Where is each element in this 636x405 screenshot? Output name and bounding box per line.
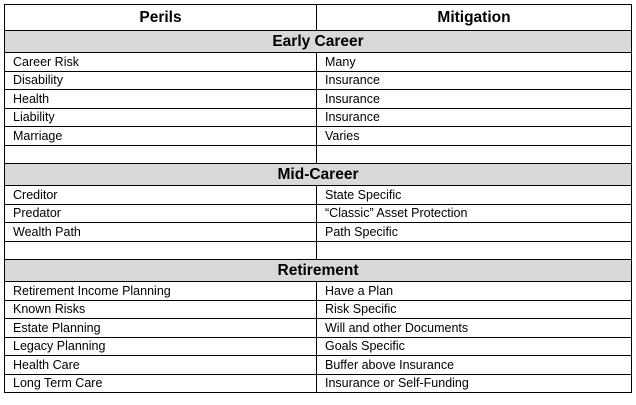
peril-cell: Legacy Planning: [5, 337, 317, 356]
blank-row: [5, 145, 632, 164]
peril-cell: Creditor: [5, 186, 317, 205]
mitigation-cell: Many: [317, 53, 632, 72]
table-row: [5, 186, 632, 205]
mitigation-cell: Buffer above Insurance: [317, 356, 632, 375]
table-row: [5, 204, 632, 223]
table-row: [5, 337, 632, 356]
table-row: [5, 71, 632, 90]
peril-cell: Health: [5, 90, 317, 109]
mitigation-cell: State Specific: [317, 186, 632, 205]
mitigation-cell: Insurance: [317, 71, 632, 90]
section-header-row: [5, 164, 632, 186]
mitigation-cell: Varies: [317, 127, 632, 146]
table-row: [5, 356, 632, 375]
table-row: [5, 53, 632, 72]
header-row: [5, 5, 632, 31]
peril-cell: Retirement Income Planning: [5, 282, 317, 301]
peril-cell: Disability: [5, 71, 317, 90]
mitigation-cell: Path Specific: [317, 223, 632, 242]
table-row: [5, 282, 632, 301]
section-header-row: [5, 31, 632, 53]
table-row: [5, 108, 632, 127]
peril-cell: Career Risk: [5, 53, 317, 72]
blank-row: [5, 241, 632, 260]
peril-cell: Wealth Path: [5, 223, 317, 242]
peril-cell: Predator: [5, 204, 317, 223]
mitigation-cell: Have a Plan: [317, 282, 632, 301]
peril-cell: Liability: [5, 108, 317, 127]
table-row: [5, 300, 632, 319]
mitigation-cell: Insurance: [317, 108, 632, 127]
peril-cell: Known Risks: [5, 300, 317, 319]
mitigation-cell: Insurance: [317, 90, 632, 109]
mitigation-column-header: Mitigation: [317, 5, 632, 31]
mitigation-cell: Insurance or Self-Funding: [317, 374, 632, 393]
perils-mitigation-table: [4, 4, 632, 393]
blank-cell: [5, 145, 317, 164]
section-title: Retirement: [5, 260, 632, 282]
section-title: Early Career: [5, 31, 632, 53]
peril-cell: Marriage: [5, 127, 317, 146]
section-title: Mid-Career: [5, 164, 632, 186]
blank-cell: [317, 145, 632, 164]
table-row: [5, 127, 632, 146]
table-row: [5, 90, 632, 109]
table-row: [5, 223, 632, 242]
mitigation-cell: Goals Specific: [317, 337, 632, 356]
table-body: [5, 31, 632, 393]
peril-cell: Long Term Care: [5, 374, 317, 393]
blank-cell: [5, 241, 317, 260]
mitigation-cell: Will and other Documents: [317, 319, 632, 338]
mitigation-cell: Risk Specific: [317, 300, 632, 319]
peril-cell: Estate Planning: [5, 319, 317, 338]
mitigation-cell: “Classic” Asset Protection: [317, 204, 632, 223]
perils-column-header: Perils: [5, 5, 317, 31]
blank-cell: [317, 241, 632, 260]
peril-cell: Health Care: [5, 356, 317, 375]
table-row: [5, 319, 632, 338]
table-row: [5, 374, 632, 393]
section-header-row: [5, 260, 632, 282]
